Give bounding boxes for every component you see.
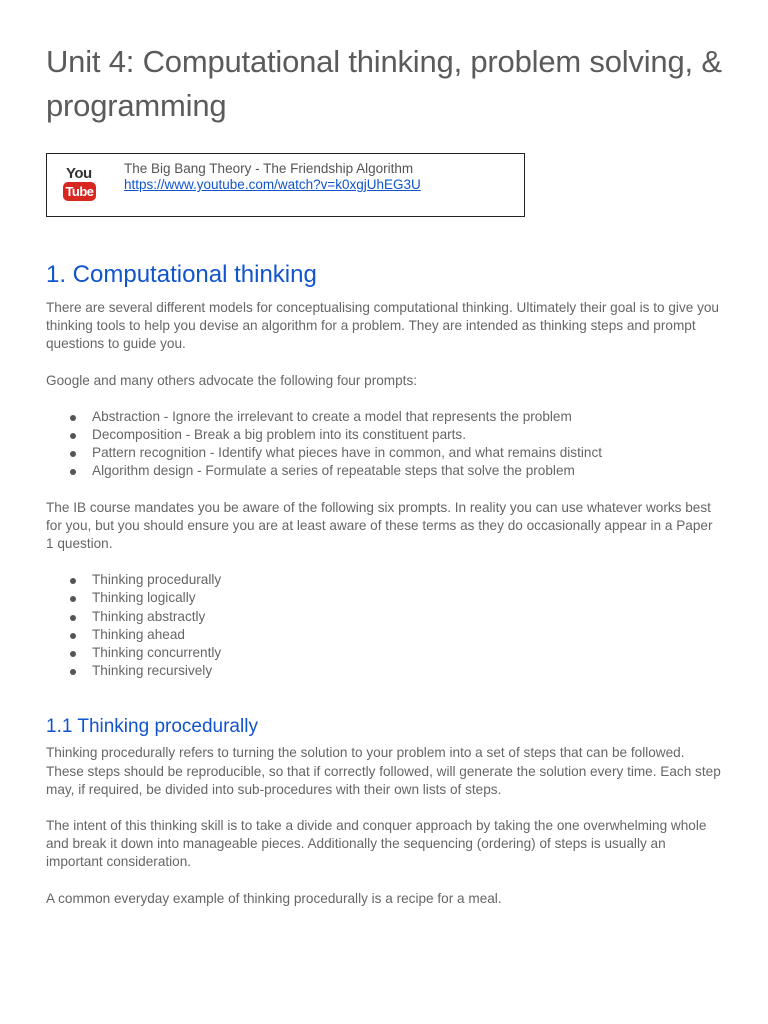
bullet-icon: [70, 415, 76, 421]
list-item-text: Thinking procedurally: [92, 572, 222, 588]
ib-prompts-list: [46, 571, 722, 680]
google-prompts-intro: Google and many others advocate the following four prompts:: [46, 372, 418, 388]
list-item: [46, 408, 722, 426]
youtube-logo-tube: Tube: [63, 182, 96, 201]
bullet-icon: [70, 433, 76, 439]
list-item: [46, 608, 722, 626]
bullet-icon: [70, 469, 76, 475]
list-item: [46, 626, 722, 644]
list-item-text: Abstraction - Ignore the irrelevant to create a model that represents the problem: [92, 408, 572, 424]
youtube-logo-you: You: [66, 165, 92, 182]
list-item-text: Decomposition - Break a big problem into its constituent parts.: [92, 427, 467, 443]
video-link[interactable]: https://www.youtube.com/watch?v=k0xgjUhEG3U: [124, 177, 421, 192]
list-item-text: Thinking recursively: [92, 663, 213, 679]
list-item-text: Thinking logically: [92, 590, 196, 606]
section-heading-computational-thinking: 1. Computational thinking: [46, 261, 317, 288]
video-title: The Big Bang Theory - The Friendship Algorithm: [124, 161, 414, 176]
list-item-text: Thinking ahead: [92, 626, 185, 642]
bullet-icon: [70, 669, 76, 675]
section-intro-paragraph: There are several different models for conceptualising computational thinking. Ultimately their goal is to give you thinking tools to help you devise an algorithm for a problem. They are intended as thinking steps and prompt questions to guide you.: [46, 300, 719, 352]
bullet-icon: [70, 633, 76, 639]
bullet-icon: [70, 451, 76, 457]
google-prompts-list: [46, 408, 722, 481]
list-item: [46, 589, 722, 607]
list-item: [46, 426, 722, 444]
youtube-icon[interactable]: [63, 166, 96, 203]
list-item-text: Pattern recognition - Identify what pieces have in common, and what remains distinct: [92, 445, 603, 461]
list-item: [46, 644, 722, 662]
document-page: [46, 40, 722, 908]
bullet-icon: [70, 615, 76, 621]
section-heading-thinking-procedurally: 1.1 Thinking procedurally: [46, 716, 258, 738]
procedural-paragraph-3: A common everyday example of thinking procedurally is a recipe for a meal.: [46, 890, 502, 906]
list-item-text: Algorithm design - Formulate a series of repeatable steps that solve the problem: [92, 463, 575, 479]
procedural-paragraph-1: Thinking procedurally refers to turning the solution to your problem into a set of steps that can be followed. These steps should be reproducible, so that if correctly followed, will generate the solution every time. Each step may, if required, be divided into sub-procedures with their own lists of steps.: [46, 745, 721, 797]
video-embed-card[interactable]: [46, 153, 525, 217]
list-item-text: Thinking concurrently: [92, 645, 222, 661]
list-item: [46, 662, 722, 680]
procedural-paragraph-2: The intent of this thinking skill is to take a divide and conquer approach by taking the one overwhelming whole and break it down into manageable pieces. Additionally the sequencing (ordering) of steps is usually an important consideration.: [46, 818, 707, 870]
list-item: [46, 444, 722, 462]
list-item: [46, 462, 722, 480]
bullet-icon: [70, 596, 76, 602]
list-item: [46, 571, 722, 589]
bullet-icon: [70, 578, 76, 584]
bullet-icon: [70, 651, 76, 657]
list-item-text: Thinking abstractly: [92, 608, 206, 624]
document-title: Unit 4: Computational thinking, problem solving, & programming: [46, 44, 722, 123]
ib-prompts-intro: The IB course mandates you be aware of the following six prompts. In reality you can use whatever works best for you, but you should ensure you are at least aware of these terms as they do occasionally appear in a Paper 1 question.: [46, 499, 713, 552]
